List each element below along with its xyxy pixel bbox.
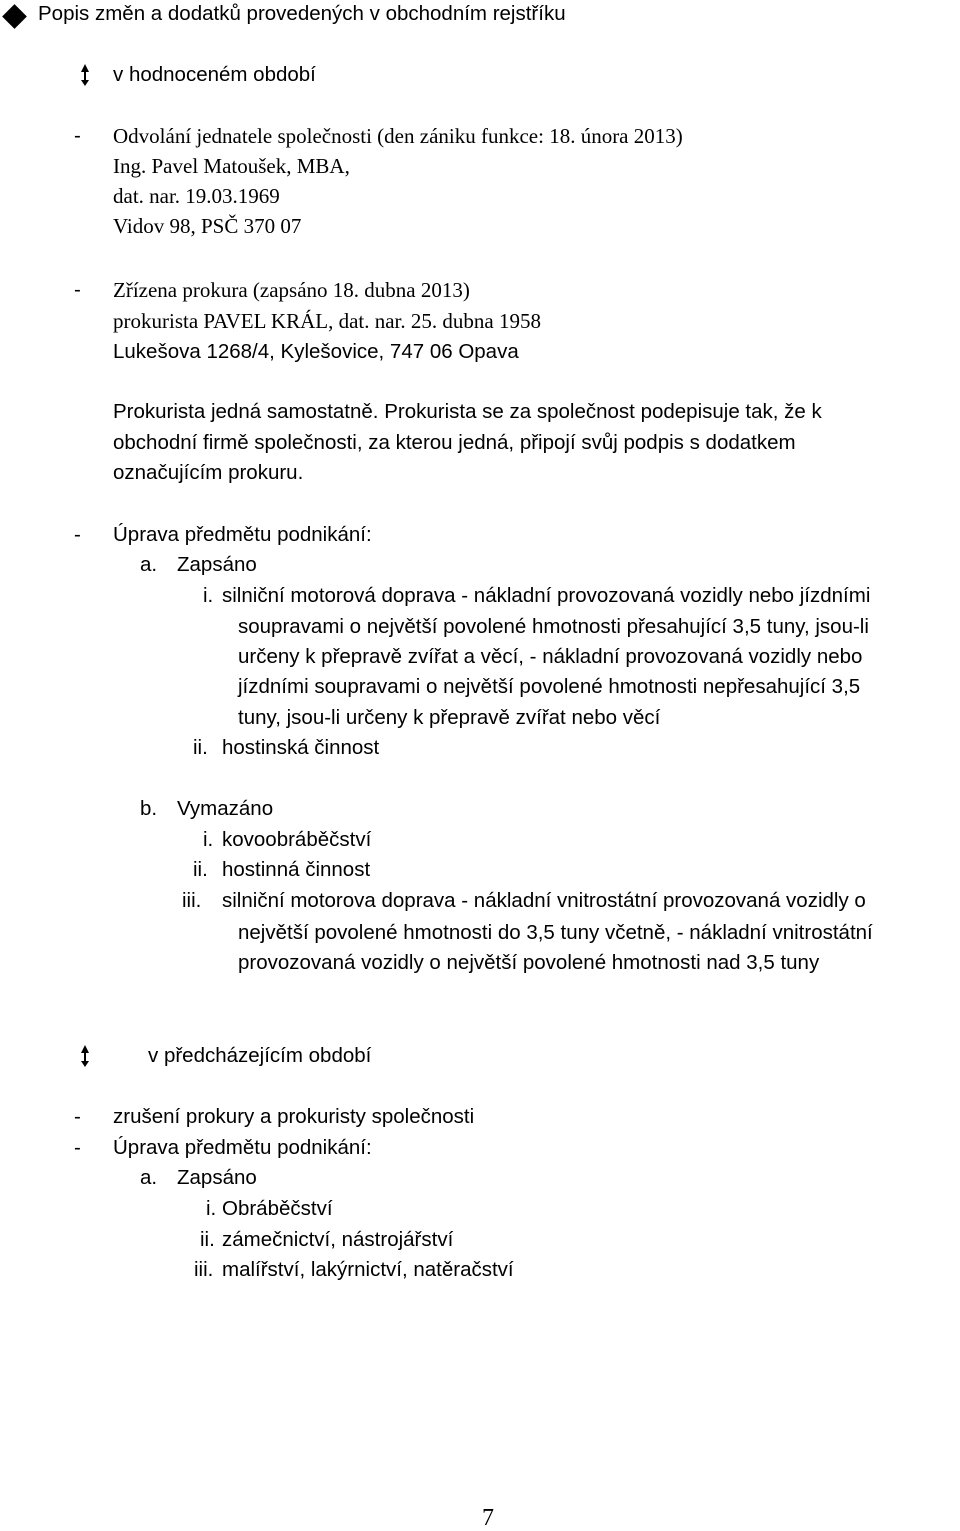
list-marker-b: b. [140, 797, 158, 820]
item3-b-i: kovoobráběčství [222, 828, 372, 851]
list-dash: - [74, 1136, 81, 1159]
section2-i: Obráběčství [222, 1197, 333, 1220]
section2-a-label: Zapsáno [177, 1166, 257, 1189]
section2-item2: Úprava předmětu podnikání: [113, 1136, 372, 1159]
section2-item1: zrušení prokury a prokuristy společnosti [113, 1105, 475, 1128]
item2-line2: prokurista PAVEL KRÁL, dat. nar. 25. dubna 1958 [113, 309, 541, 333]
list-marker-a: a. [140, 1166, 158, 1189]
section-title-previous-period: v předcházejícím období [148, 1044, 372, 1067]
list-marker-iii: iii. [194, 1258, 214, 1281]
item1-line4: Vidov 98, PSČ 370 07 [113, 214, 302, 238]
item2-para-line3: označujícím prokuru. [113, 461, 304, 484]
section-title-current-period: v hodnoceném období [113, 63, 316, 86]
item1-line3: dat. nar. 19.03.1969 [113, 184, 280, 208]
item3-a-i-line2: soupravami o největší povolené hmotnosti přesahující 3,5 tuny, jsou-li [238, 615, 869, 638]
item3-b-iii-line2: největší povolené hmotnosti do 3,5 tuny včetně, - nákladní vnitrostátní [238, 921, 873, 944]
item3-a-label: Zapsáno [177, 553, 257, 576]
page-heading: Popis změn a dodatků provedených v obchodním rejstříku [38, 2, 566, 25]
item3-b-label: Vymazáno [177, 797, 274, 820]
list-marker-ii: ii. [200, 1228, 215, 1251]
item2-para-line2: obchodní firmě společnosti, za kterou jedná, připojí svůj podpis s dodatkem [113, 431, 796, 454]
list-dash: - [74, 523, 81, 546]
list-dash: - [74, 278, 81, 301]
item3-a-i-line3: určeny k přepravě zvířat a věcí, - nákladní provozovaná vozidly nebo [238, 645, 863, 668]
section2-iii: malířství, lakýrnictví, natěračství [222, 1258, 514, 1281]
section2-ii: zámečnictví, nástrojářství [222, 1228, 454, 1251]
item1-line2: Ing. Pavel Matoušek, MBA, [113, 154, 350, 178]
item3-b-iii-line1: silniční motorova doprava - nákladní vnitrostátní provozovaná vozidly o [222, 889, 866, 912]
exclamation-bullet-icon [80, 64, 90, 86]
list-marker-i: i. [203, 828, 214, 851]
item2-line3: Lukešova 1268/4, Kylešovice, 747 06 Opava [113, 340, 519, 363]
list-marker-ii: ii. [193, 736, 208, 759]
list-dash: - [74, 1105, 81, 1128]
list-dash: - [74, 124, 81, 147]
item2-para-line1: Prokurista jedná samostatně. Prokurista se za společnost podepisuje tak, že k [113, 400, 822, 423]
list-marker-i: i. [203, 584, 214, 607]
exclamation-bullet-icon [80, 1045, 90, 1067]
item2-line1: Zřízena prokura (zapsáno 18. dubna 2013) [113, 278, 470, 302]
item3-a-i-line5: tuny, jsou-li určeny k přepravě zvířat nebo věcí [238, 706, 661, 729]
item3-a-i-line1: silniční motorová doprava - nákladní provozovaná vozidly nebo jízdními [222, 584, 871, 607]
item3-title: Úprava předmětu podnikání: [113, 523, 372, 546]
list-marker-ii: ii. [193, 858, 208, 881]
item3-b-ii: hostinná činnost [222, 858, 371, 881]
list-marker-i: i. [206, 1197, 217, 1220]
item3-a-ii: hostinská činnost [222, 736, 380, 759]
item1-line1: Odvolání jednatele společnosti (den zániku funkce: 18. února 2013) [113, 124, 683, 148]
item3-b-iii-line3: provozovaná vozidly o největší povolené hmotnosti nad 3,5 tuny [238, 951, 820, 974]
item3-a-i-line4: jízdními soupravami o největší povolené hmotnosti nepřesahující 3,5 [238, 675, 861, 698]
list-marker-iii: iii. [182, 889, 202, 912]
four-diamond-bullet-icon [4, 6, 26, 28]
page-number: 7 [482, 1505, 494, 1531]
list-marker-a: a. [140, 553, 158, 576]
